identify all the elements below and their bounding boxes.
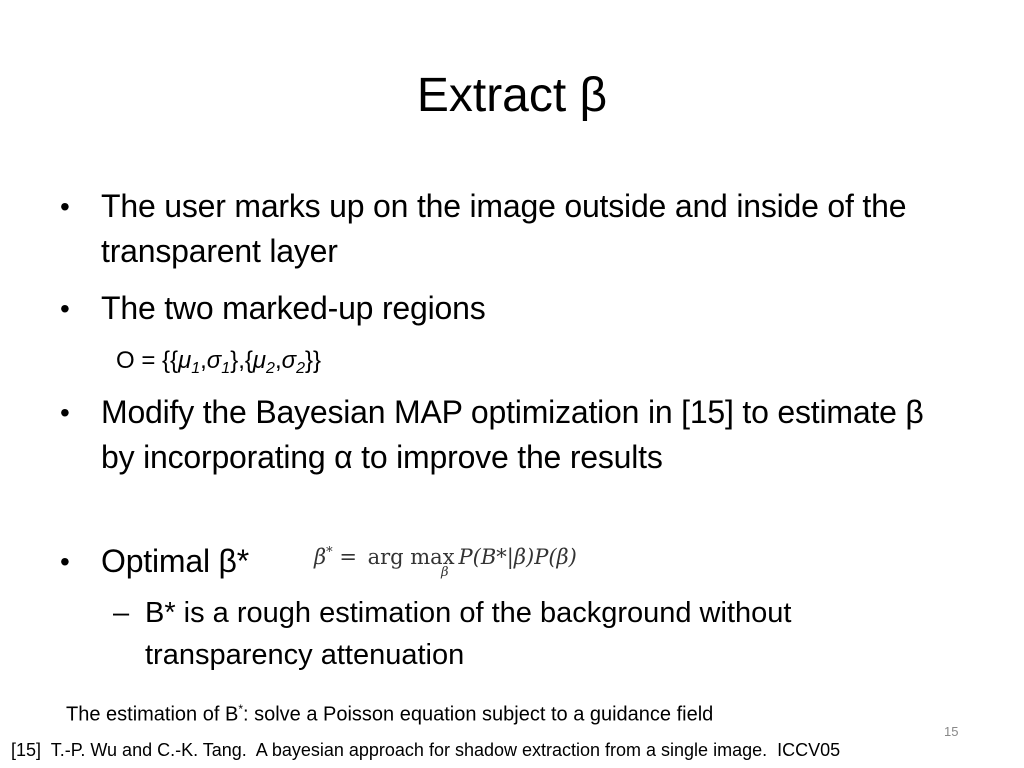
- bullet-bayesian-map: [60, 390, 960, 480]
- bullet-user-marks: [60, 184, 960, 274]
- sub-bullet-marker: –: [113, 597, 130, 629]
- bullet-marker: •: [60, 191, 70, 222]
- bullet-marker: •: [60, 293, 70, 324]
- bullet-text: Optimal β*: [101, 543, 250, 579]
- bullet-text: The user marks up on the image outside and inside of the transparent layer: [101, 188, 907, 269]
- bullet-marker: •: [60, 397, 70, 428]
- bullet-marked-regions: [60, 286, 960, 331]
- sub-bullet-text: B* is a rough estimation of the background without transparency attenuation: [145, 597, 792, 671]
- argmax-formula: β* = arg max β P(B*|β)P(β): [314, 545, 577, 580]
- sub-bullet-background-estimate: [113, 592, 963, 676]
- estimation-note: The estimation of B*: solve a Poisson equation subject to a guidance field: [66, 702, 714, 726]
- regions-definition: $O = \{\{\mu_1,\sigma_1\},\{\mu_2,\sigma_2\}\}$: [116, 347, 322, 377]
- slide-title: Extract β: [416, 69, 608, 122]
- bullet-text: The two marked-up regions: [101, 290, 486, 326]
- bullet-text: Modify the Bayesian MAP optimization in [15] to estimate β by incorporating α to improve the results: [101, 394, 924, 475]
- argmax-operator: arg max β: [367, 545, 455, 580]
- page-number: 15: [944, 724, 959, 739]
- reference-citation: [15] T.-P. Wu and C.-K. Tang. A bayesian approach for shadow extraction from a single image. ICCV05: [11, 740, 841, 760]
- bullet-marker: •: [60, 546, 70, 577]
